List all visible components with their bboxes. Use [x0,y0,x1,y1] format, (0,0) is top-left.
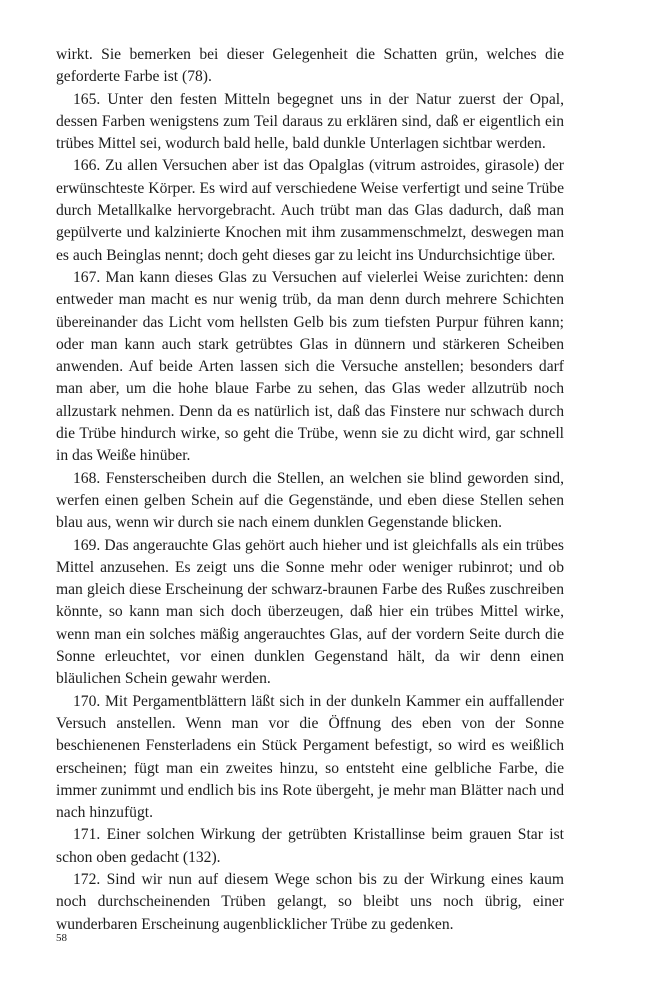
paragraph-170: 170. Mit Pergamentblättern läßt sich in der dunkeln Kammer ein auffallender Versuch anstellen. Wenn man vor die Öffnung des eben von der Sonne beschienenen Fensterladens ein Stück Pergament befestigt, so wird es weißlich erscheinen; fügt man ein zweites hinzu, so entsteht eine gelbliche Farbe, die immer zunimmt und endlich bis ins Rote übergeht, je mehr man Blätter nach und nach hinzufügt. [56,692,564,822]
paragraph-171: 171. Einer solchen Wirkung der getrübten Kristallinse beim grauen Star ist schon oben gedacht (132). [56,826,564,866]
paragraph-continuation: wirkt. Sie bemerken bei dieser Gelegenheit die Schatten grün, welches die geforderte Farbe ist (78). [56,46,564,86]
page-body [56,44,564,936]
paragraph-168: 168. Fensterscheiben durch die Stellen, an welchen sie blind geworden sind, werfen einen gelben Schein auf die Gegenstände, und eben diese Stellen sehen blau aus, wenn wir durch sie nach einem dunklen Gegenstande blicken. [56,469,564,532]
paragraph-165: 165. Unter den festen Mitteln begegnet uns in der Natur zuerst der Opal, dessen Farben wenigstens zum Teil daraus zu erklären sind, daß er eigentlich ein trübes Mittel sei, wodurch bald helle, bald dunkle Unterlagen sichtbar werden. [56,90,564,153]
paragraph-166: 166. Zu allen Versuchen aber ist das Opalglas (vitrum astroides, girasole) der erwünschteste Körper. Es wird auf verschiedene Weise verfertigt und seine Trübe durch Metallkalke hervorgebracht. Auch trübt man das Glas dadurch, daß man gepülverte und kalzinierte Knochen mit ihm zusammenschmelzt, deswegen man es auch Beinglas nennt; doch geht dieses gar zu leicht ins Undurchsichtige über. [56,157,564,264]
paragraph-169: 169. Das angerauchte Glas gehört auch hieher und ist gleichfalls als ein trübes Mittel anzusehen. Es zeigt uns die Sonne mehr oder weniger rubinrot; und ob man gleich diese Erscheinung der schwarz-braunen Farbe des Rußes zuschreiben könnte, so kann man sich doch überzeugen, daß hier ein trübes Mittel wirke, wenn man ein solches mäßig angerauchtes Glas, auf der vordern Seite durch die Sonne erleuchtet, vor einen dunklen Gegenstand hält, da wir denn einen bläulichen Schein gewahr werden. [56,536,564,688]
page-number: 58 [56,932,67,944]
paragraph-172: 172. Sind wir nun auf diesem Wege schon bis zu der Wirkung eines kaum noch durchscheinenden Trüben gelangt, so bleibt uns noch übrig, einer wunderbaren Erscheinung augenblicklicher Trübe zu gedenken. [56,870,564,933]
paragraph-167: 167. Man kann dieses Glas zu Versuchen auf vielerlei Weise zurichten: denn entweder man macht es nur wenig trüb, da man denn durch mehrere Schichten übereinander das Licht vom hellsten Gelb bis zum tiefsten Purpur führen kann; oder man kann auch stark getrübtes Glas in dünnern und stärkeren Scheiben anwenden. Auf beide Arten lassen sich die Versuche anstellen; besonders darf man aber, um die hohe blaue Farbe zu sehen, das Glas weder allzutrüb noch allzustark nehmen. Denn da es natürlich ist, daß das Finstere nur schwach durch die Trübe hindurch wirke, so geht die Trübe, wenn sie zu dicht wird, gar schnell in das Weiße hinüber. [56,268,564,465]
